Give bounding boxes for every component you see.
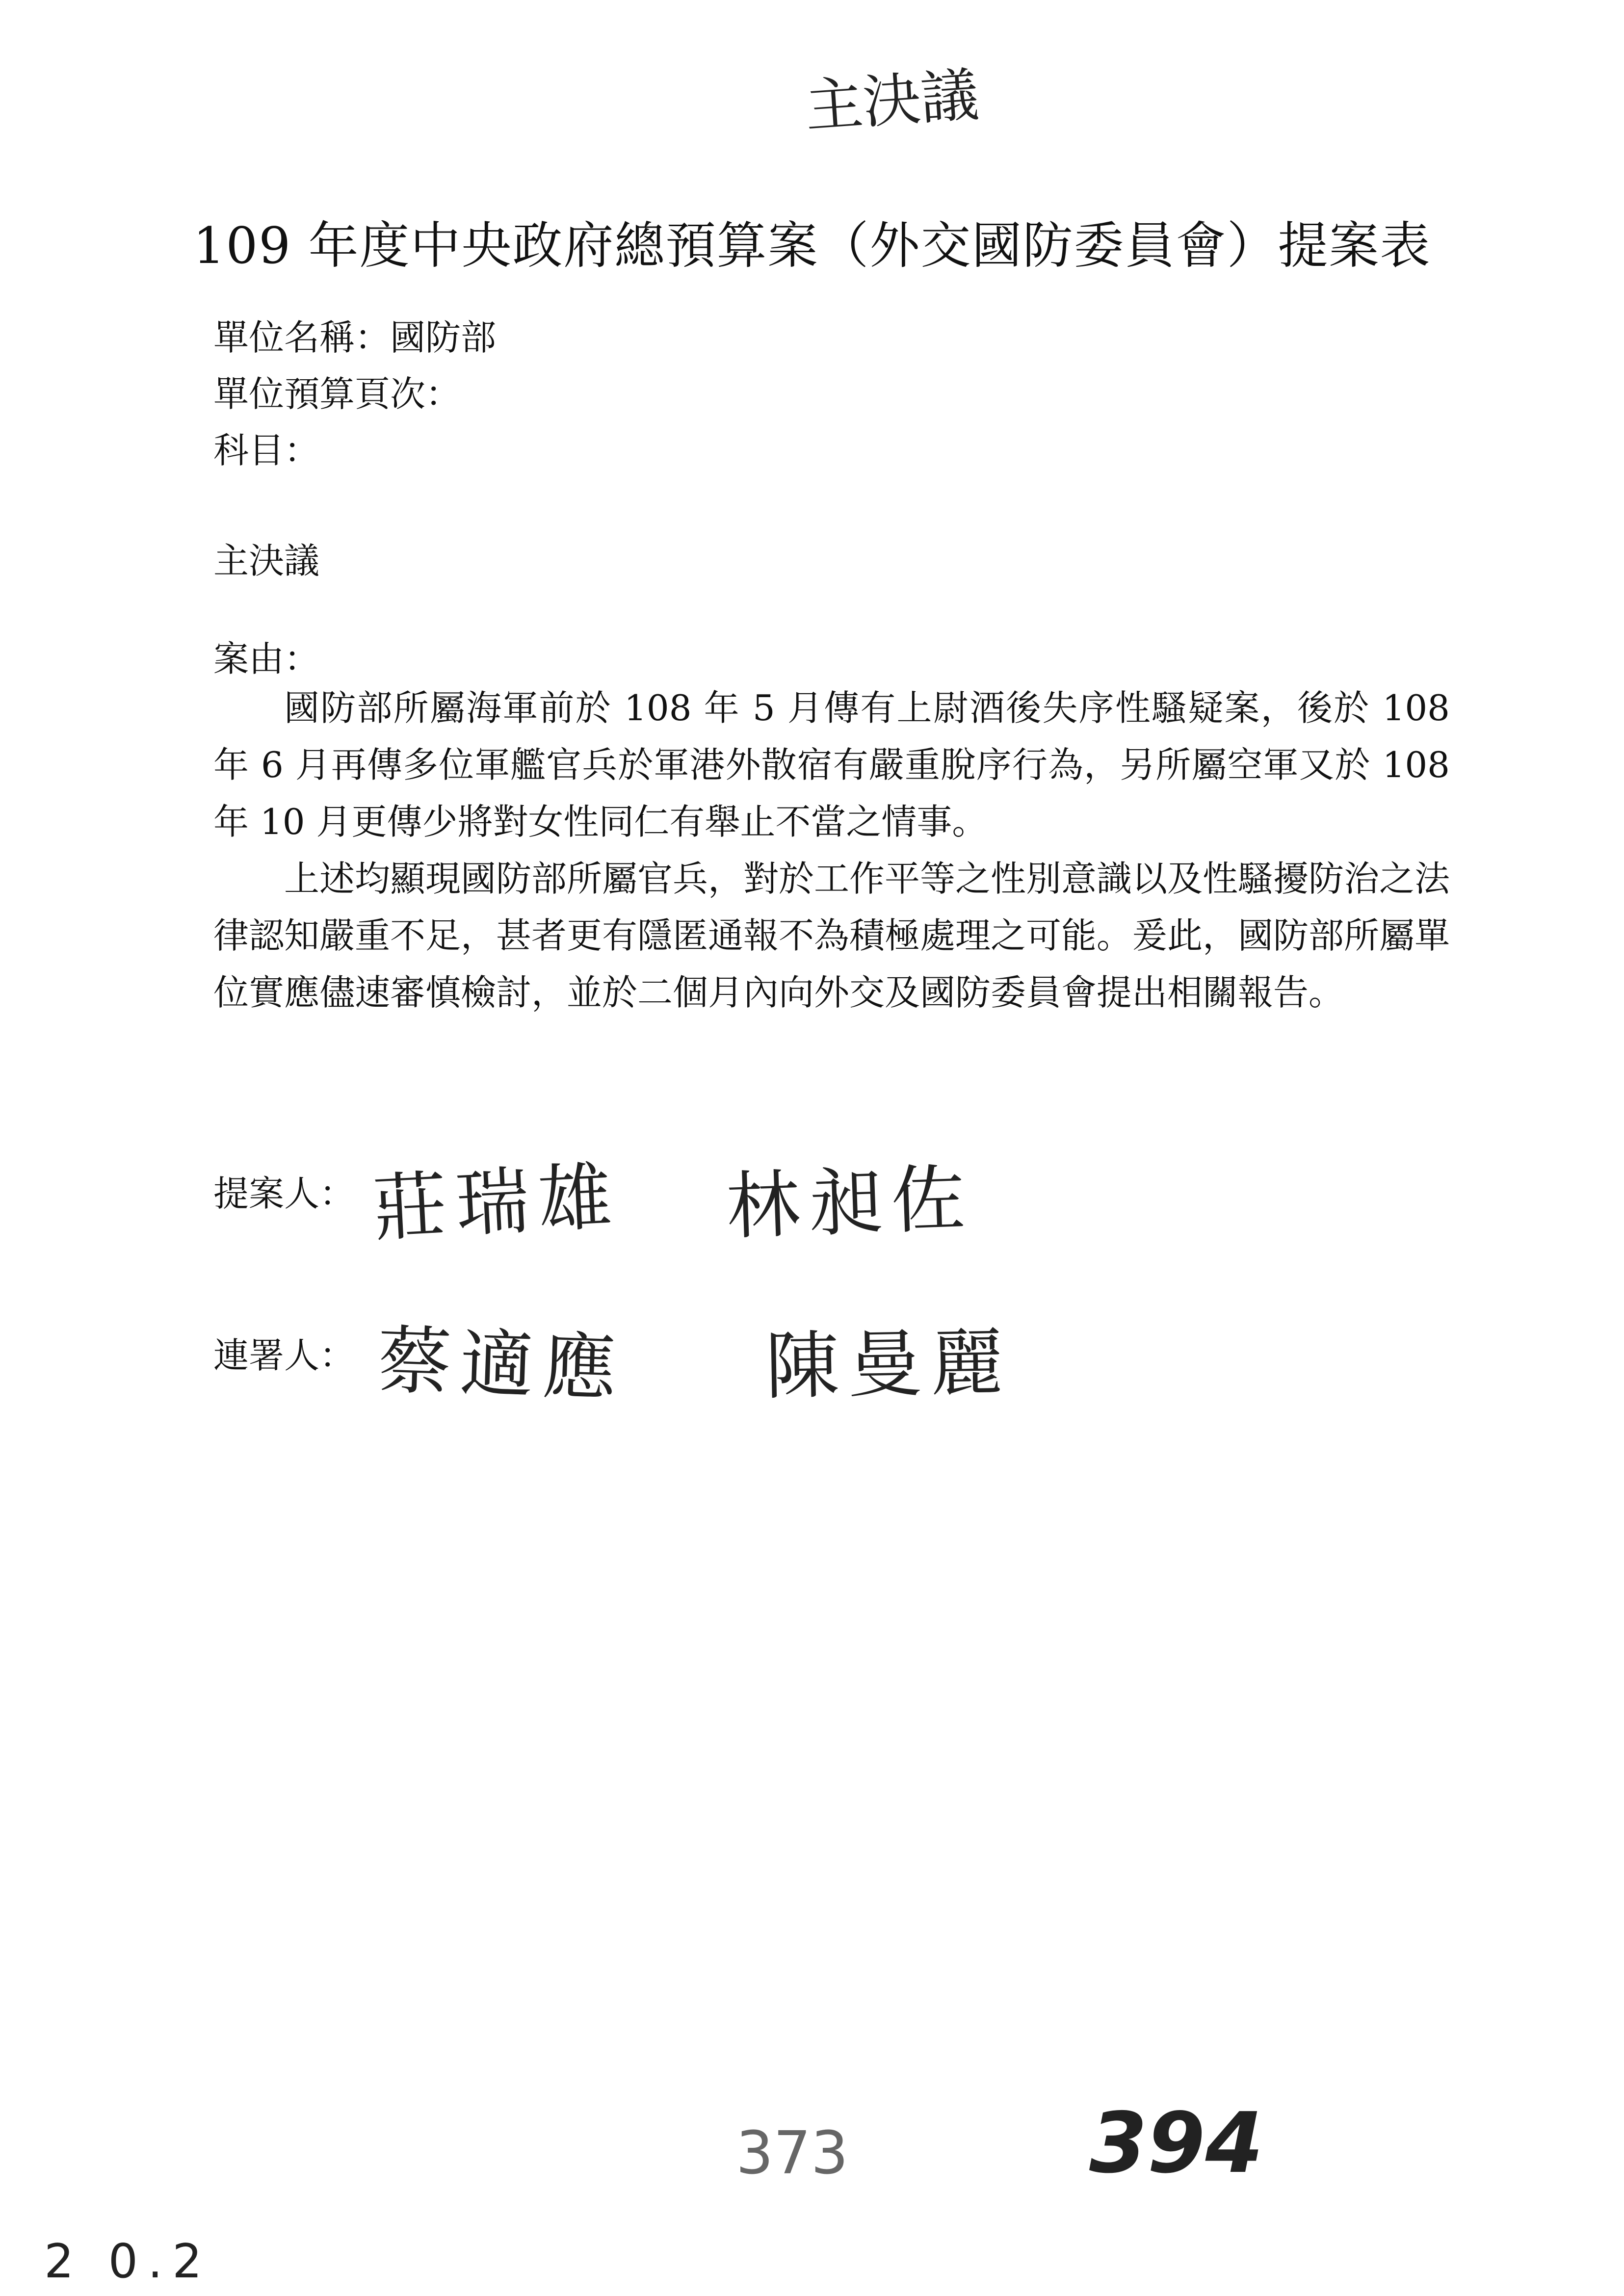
subject: 科目：	[213, 430, 320, 471]
handwritten-page-number: 394	[1089, 2095, 1263, 2192]
reason-paragraph: 上述均顯現國防部所屬官兵，對於工作平等之性別意識以及性騷擾防治之法律認知嚴重不足，甚者更有隱匿通報不為積極處理之可能。爰此，國防部所屬單位實應儘速審慎檢討，並於二個月內向外交及國防委員會提出相關報告。	[213, 858, 1450, 1013]
reason-paragraph: 國防部所屬海軍前於 108 年 5 月傳有上尉酒後失序性騷疑案，後於 108 年 6 月再傳多位軍艦官兵於軍港外散宿有嚴重脫序行為，另所屬空軍又於 108 年 10 月更傳少將對女性同仁有舉止不當之情事。	[213, 687, 1450, 842]
handwritten-corner-number: 2 0.2	[44, 2235, 212, 2289]
proposer-signature: 莊瑞雄	[371, 1153, 623, 1252]
page-title: 109 年度中央政府總預算案（外交國防委員會）提案表	[193, 217, 1431, 275]
cosigner-label: 連署人：	[213, 1335, 355, 1376]
proposer-signature: 林昶佐	[725, 1156, 975, 1250]
budget-page: 單位預算頁次：	[213, 373, 461, 415]
cosigner-signature: 陳曼麗	[764, 1320, 1014, 1410]
unit-name: 單位名稱：國防部	[213, 317, 497, 358]
proposer-label: 提案人：	[213, 1173, 355, 1214]
resolution-type: 主決議	[213, 540, 320, 581]
handwritten-top-note: 主決議	[803, 60, 981, 141]
cosigner-signature: 蔡適應	[376, 1318, 627, 1412]
reason-body	[213, 679, 1450, 1021]
handwritten-page-number-faint: 373	[736, 2119, 849, 2188]
reason-label: 案由：	[213, 638, 320, 679]
